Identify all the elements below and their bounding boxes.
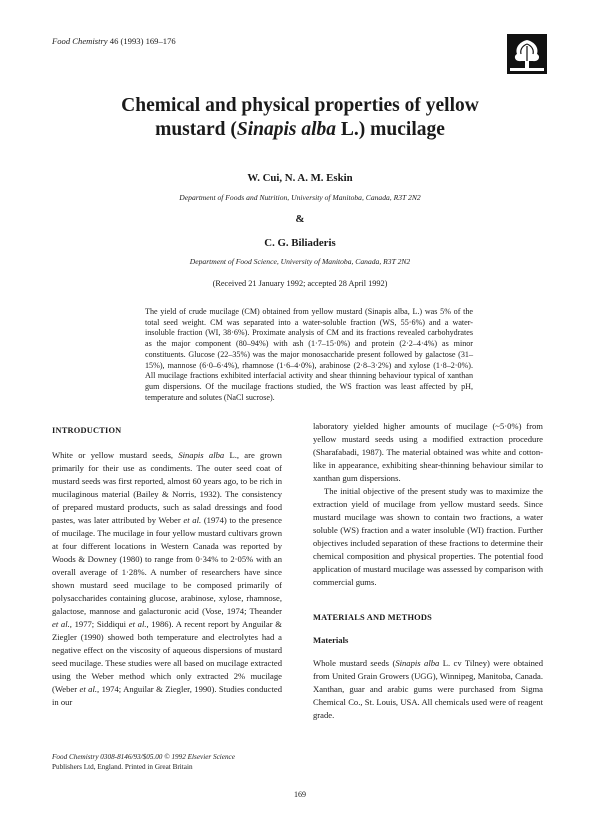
footnote-line-2: Publishers Ltd, England. Printed in Great Britain xyxy=(52,763,193,771)
received-dates: (Received 21 January 1992; accepted 28 April 1992) xyxy=(212,279,388,288)
journal-header xyxy=(52,36,176,46)
title-species: Sinapis alba xyxy=(236,119,337,140)
title-line-1: Chemical and physical properties of yellow xyxy=(121,95,479,116)
publisher-logo-icon xyxy=(507,34,547,74)
intro-paragraph-3: The initial objective of the present study was to maximize the extraction yield of mucilage from yellow mustard seeds. Since mustard mucilage was shown to contain two fractions, a water soluble (WS) fraction and a water insoluble (WI) fraction. Further objectives included separation of these fractions to determine their chemical composition and physical properties. The potential food application of mustard mucilage was assessed by comparison with commercial gums. xyxy=(313,486,543,587)
left-column xyxy=(52,424,282,709)
materials-heading: Materials xyxy=(313,635,349,645)
journal-citation: 46 (1993) 169–176 xyxy=(109,36,176,46)
methods-heading: MATERIALS AND METHODS xyxy=(313,613,432,622)
article-title xyxy=(40,94,560,142)
affiliation-1: Department of Foods and Nutrition, University of Manitoba, Canada, R3T 2N2 xyxy=(179,193,421,202)
materials-paragraph: Whole mustard seeds (Sinapis alba L. cv Tilney) were obtained from United Grain Growers (UGG), Winnipeg, Manitoba, Canada. Xanthan, guar and arabic gums were purchased from Sigma Chemical Co., St. Louis, USA. All chemicals used were of reagent grade. xyxy=(313,658,543,720)
introduction-heading: INTRODUCTION xyxy=(52,426,122,435)
right-column xyxy=(313,420,543,722)
authors-group-2: C. G. Biliaderis xyxy=(264,237,336,249)
affiliation-2: Department of Food Science, University of Manitoba, Canada, R3T 2N2 xyxy=(189,257,411,266)
abstract: The yield of crude mucilage (CM) obtained from yellow mustard (Sinapis alba, L.) was 5% of the total seed weight. CM was separated into a water-soluble fraction (WS, 55·6%) and a water-insoluble fraction (WI, 38·6%). Proximate analysis of CM and its fractions revealed carbohydrates as the major component (80–94%) with ash (1·7–15·0%) and protein (2·2–4·4%) as minor constituents. Glucose (22–35%) was the major monosaccharide present followed by galactose (31–15%), mannose (6·0–6·4%), rhamnose (1·6–4·0%), arabinose (2·8–3·2%) and xylose (1·8–2·0%). All mucilage fractions exhibited interfacial activity and shear thinning behaviour typical of xanthan gum dispersions. Of the mucilage fractions studied, the WS fraction was least affected by pH, temperature and solutes (NaCl sucrose). xyxy=(145,307,473,402)
title-prefix: mustard ( xyxy=(155,119,237,140)
intro-paragraph-1: White or yellow mustard seeds, Sinapis alba L., are grown primarily for their use as condiments. The outer seed coat of mustard seeds was first reported, almost 60 years ago, to be rich in mucilaginous material (Bailey & Norris, 1932). The consistency of prepared mustard products, such as salad dressings and food pastes, was later attributed by Weber et al. (1974) to the presence of mucilage. The mucilage in four yellow mustard cultivars grown at four different locations in Western Canada was reported by Woods & Downey (1980) to range from 0·34% to 2·05% with an overall average of 1·28%. A number of researchers have since shown mustard seed mucilage to be composed primarily of polysaccharides containing glucose, arabinose, xylose, rhamnose, galactose, mannose and galacturonic acid (Vose, 1974; Theander et al., 1977; Siddiqui et al., 1986). A recent report by Anguilar & Ziegler (1990) showed both temperature and electrolytes had a negative effect on the viscosity of aqueous dispersions of mustard seed mucilage. These studies were all based on mucilage extracted using the Weber method which only extracted 2% mucilage (Weber et al., 1974; Anguilar & Ziegler, 1990). Studies conducted in our xyxy=(52,450,282,707)
authors-group-1: W. Cui, N. A. M. Eskin xyxy=(247,172,353,184)
publisher-footnote xyxy=(52,752,287,772)
page-number: 169 xyxy=(294,790,306,799)
author-ampersand: & xyxy=(295,213,305,225)
intro-paragraph-2: laboratory yielded higher amounts of mucilage (~5·0%) from yellow mustard seeds using a modified extraction procedure (Sharafabadi, 1987). The material obtained was white and cotton-like in appearance, exhibiting shear-thinning behaviour similar to xanthan gum dispersions. xyxy=(313,421,543,483)
title-suffix: L.) mucilage xyxy=(336,119,445,140)
footnote-line-1: Food Chemistry 0308-8146/93/$05.00 © 1992 Elsevier Science xyxy=(52,753,235,761)
title-line-2 xyxy=(40,118,560,142)
journal-name: Food Chemistry xyxy=(52,36,108,46)
